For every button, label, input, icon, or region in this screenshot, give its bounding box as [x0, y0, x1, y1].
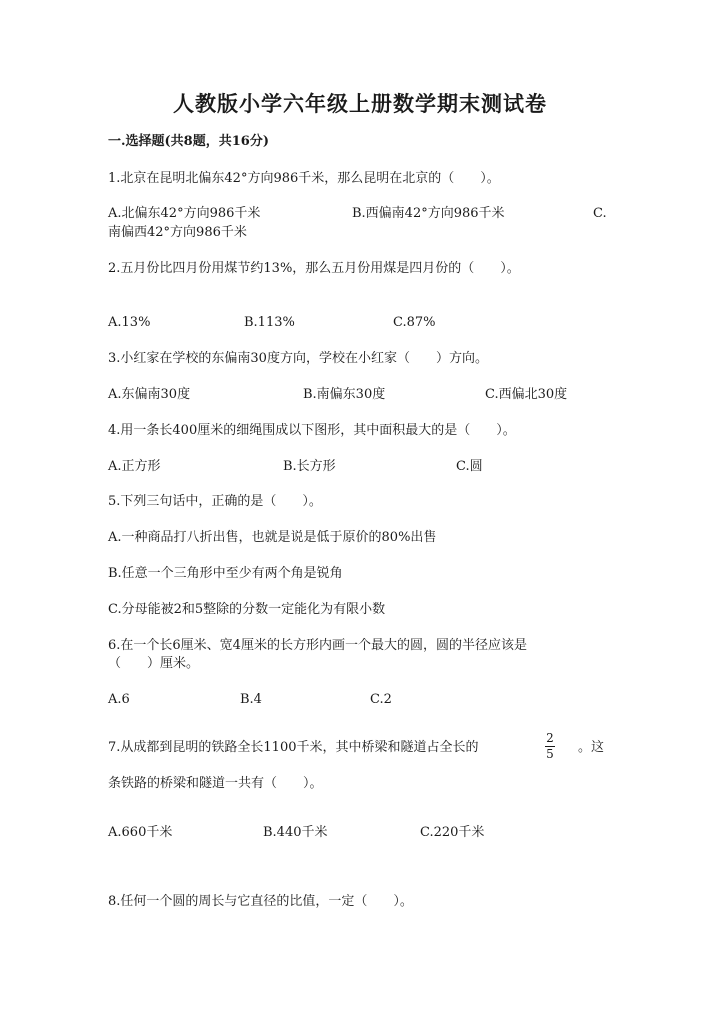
question-7-option-a: A.660千米 [108, 825, 173, 840]
question-7-option-c: C.220千米 [420, 825, 485, 840]
question-3-stem: 3.小红家在学校的东偏南30度方向，学校在小红家（ ）方向。 [108, 351, 488, 366]
question-4-option-b: B.长方形 [283, 459, 336, 474]
question-5-stem: 5.下列三句话中，正确的是（ ）。 [108, 494, 322, 509]
question-5-option-a: A.一种商品打八折出售，也就是说是低于原价的80%出售 [108, 530, 437, 545]
question-5-option-c: C.分母能被2和5整除的分数一定能化为有限小数 [108, 602, 386, 617]
question-2-option-b: B.113% [244, 315, 295, 330]
question-8-stem: 8.任何一个圆的周长与它直径的比值，一定（ ）。 [108, 894, 413, 909]
question-6-stem-continued: （ ）厘米。 [108, 656, 200, 671]
question-3-option-a: A.东偏南30度 [108, 387, 191, 402]
section-heading: 一.选择题(共8题，共16分) [108, 134, 269, 149]
question-6-option-b: B.4 [240, 692, 262, 707]
page-title: 人教版小学六年级上册数学期末测试卷 [173, 91, 547, 116]
question-7-stem: 7.从成都到昆明的铁路全长1100千米，其中桥梁和隧道占全长的 [108, 740, 479, 755]
fraction-numerator: 2 [546, 731, 554, 745]
question-6-option-c: C.2 [370, 692, 392, 707]
question-3-option-c: C.西偏北30度 [485, 387, 568, 402]
question-2-option-a: A.13% [108, 315, 151, 330]
fraction-denominator: 5 [546, 747, 554, 761]
question-1-option-b: B.西偏南42°方向986千米 [352, 206, 505, 221]
question-6-option-a: A.6 [108, 692, 130, 707]
question-4-stem: 4.用一条长400厘米的细绳围成以下图形，其中面积最大的是（ ）。 [108, 423, 516, 438]
question-7-stem-tail: 。这 [578, 740, 605, 755]
question-1-option-c-label: C. [593, 206, 607, 221]
question-6-stem: 6.在一个长6厘米、宽4厘米的长方形内画一个最大的圆，圆的半径应该是 [108, 638, 527, 653]
question-1-option-a: A.北偏东42°方向986千米 [108, 206, 261, 221]
question-5-option-b: B.任意一个三角形中至少有两个角是锐角 [108, 566, 343, 581]
question-7-stem-continued: 条铁路的桥梁和隧道一共有（ ）。 [108, 776, 323, 791]
question-4-option-a: A.正方形 [108, 459, 161, 474]
fraction-two-fifths [542, 732, 558, 761]
question-3-option-b: B.南偏东30度 [303, 387, 386, 402]
question-1-stem: 1.北京在昆明北偏东42°方向986千米，那么昆明在北京的（ ）。 [108, 171, 500, 186]
question-7-option-b: B.440千米 [263, 825, 328, 840]
question-2-option-c: C.87% [393, 315, 436, 330]
question-2-stem: 2.五月份比四月份用煤节约13%，那么五月份用煤是四月份的（ ）。 [108, 261, 520, 276]
question-4-option-c: C.圆 [456, 459, 483, 474]
question-1-option-c-text: 南偏西42°方向986千米 [108, 225, 247, 240]
